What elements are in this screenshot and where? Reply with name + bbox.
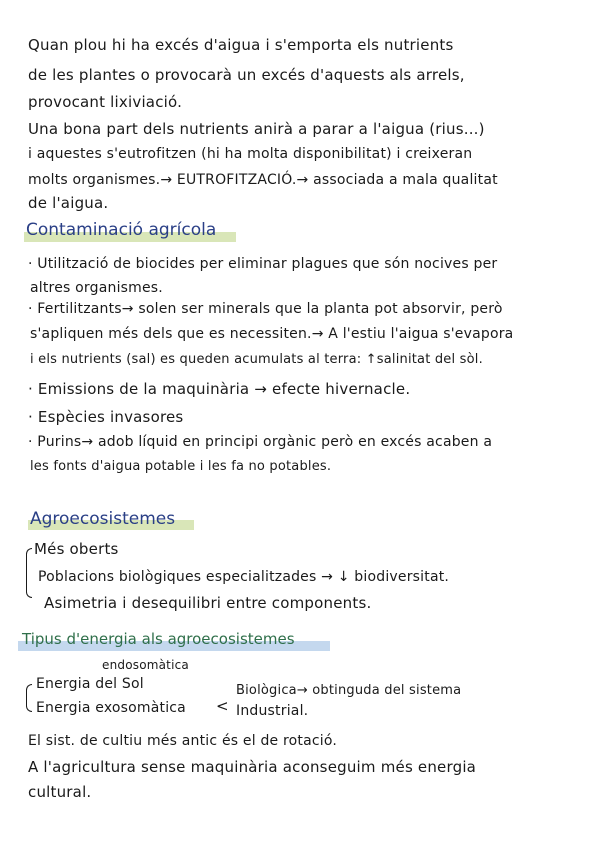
- section2-item3: Asimetria i desequilibri entre components.: [44, 594, 372, 612]
- section1-bullet5-line2: les fonts d'aigua potable i les fa no potables.: [30, 459, 332, 474]
- energy-industrial: Industrial.: [236, 703, 309, 719]
- section1-bullet3: · Emissions de la maquinària → efecte hivernacle.: [28, 380, 411, 398]
- intro-line-6: molts organismes.→ EUTROFITZACIÓ.→ associada a mala qualitat: [28, 172, 498, 188]
- section1-bullet1-line2: altres organismes.: [30, 280, 163, 296]
- closing-line-1: El sist. de cultiu més antic és el de rotació.: [28, 733, 338, 749]
- section2-brace: [26, 548, 32, 598]
- intro-line-1: Quan plou hi ha excés d'aigua i s'emporta els nutrients: [28, 36, 454, 54]
- intro-line-5: i aquestes s'eutrofitzen (hi ha molta disponibilitat) i creixeran: [28, 146, 473, 162]
- section1-bullet2-line3: i els nutrients (sal) es queden acumulats al terra: ↑salinitat del sòl.: [30, 352, 483, 367]
- intro-line-3: provocant lixiviació.: [28, 93, 183, 111]
- section3-title: Tipus d'energia als agroecosistemes: [22, 630, 295, 648]
- section1-bullet1-line1: · Utilització de biocides per eliminar plagues que són nocives per: [28, 256, 498, 272]
- section2-item1: Més oberts: [34, 540, 119, 558]
- energy-sun: Energia del Sol: [36, 676, 144, 692]
- intro-line-2: de les plantes o provocarà un excés d'aquests als arrels,: [28, 66, 465, 84]
- section1-bullet4: · Espècies invasores: [28, 408, 184, 426]
- energy-exosomatic: Energia exosomàtica: [36, 700, 186, 716]
- energy-branch-symbol: <: [216, 697, 229, 715]
- closing-line-2: A l'agricultura sense maquinària aconseguim més energia: [28, 758, 477, 776]
- energy-biological: Biològica→ obtinguda del sistema: [236, 683, 462, 698]
- energy-brace: [26, 684, 32, 712]
- section1-bullet2-line1: · Fertilitzants→ solen ser minerals que la planta pot absorvir, però: [28, 301, 503, 317]
- intro-line-7: de l'aigua.: [28, 194, 109, 212]
- section2-title: Agroecosistemes: [30, 509, 176, 529]
- section2-item2: Poblacions biològiques especialitzades → ↓ biodiversitat.: [38, 569, 450, 585]
- section1-bullet5-line1: · Purins→ adob líquid en principi orgànic però en excés acaben a: [28, 434, 493, 450]
- section1-bullet2-line2: s'apliquen més dels que es necessiten.→ A l'estiu l'aigua s'evapora: [30, 326, 514, 342]
- energy-endosomatic-label: endosomàtica: [102, 658, 189, 672]
- closing-line-3: cultural.: [28, 783, 92, 801]
- intro-line-4: Una bona part dels nutrients anirà a parar a l'aigua (rius...): [28, 120, 485, 138]
- section1-title: Contaminació agrícola: [26, 220, 217, 240]
